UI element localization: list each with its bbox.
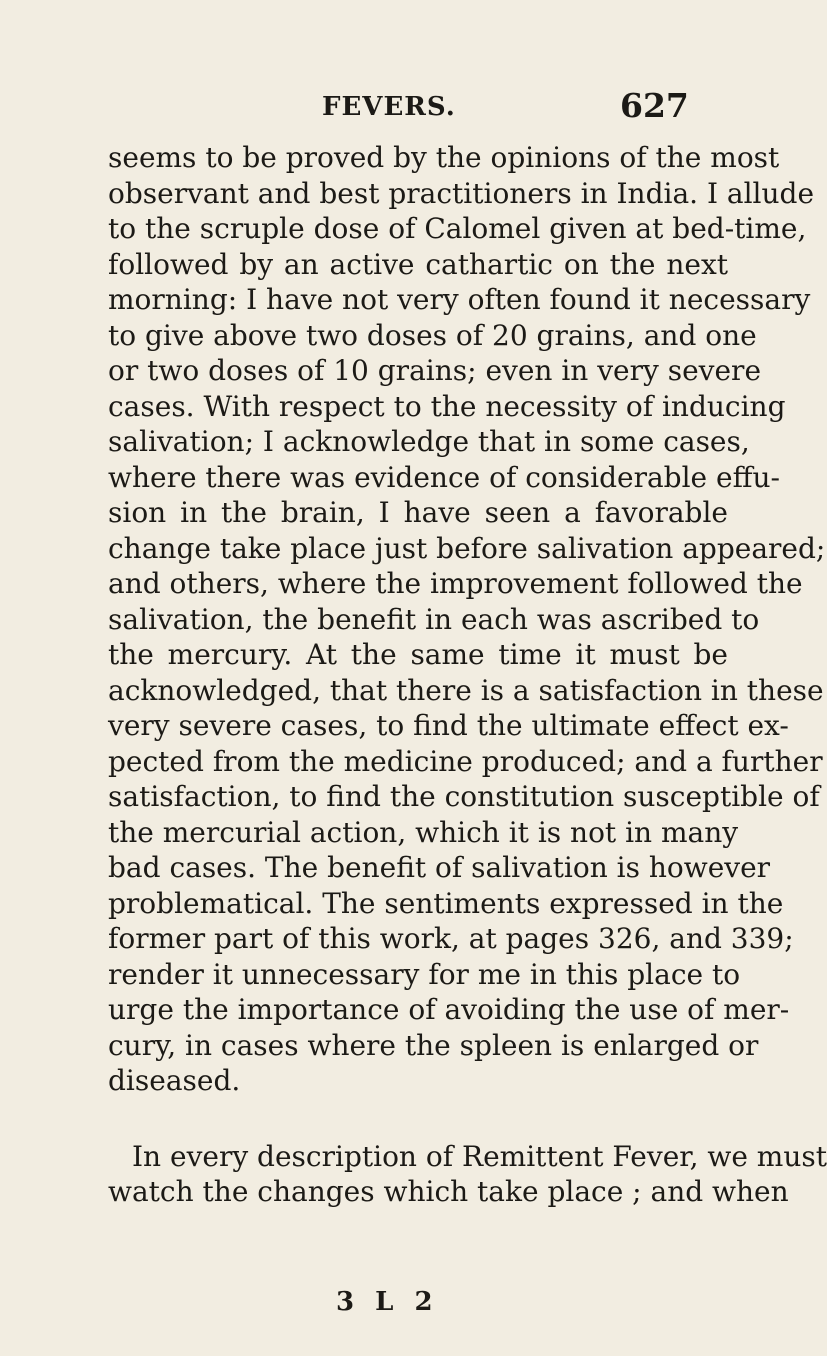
- text-line: bad cases. The benefit of salivation is however: [108, 851, 771, 884]
- text-line: acknowledged, that there is a satisfaction in these: [108, 673, 824, 707]
- page-number: 627: [620, 86, 689, 125]
- text-line: satisfaction, to find the constitution susceptible of: [108, 780, 820, 813]
- text-line: former part of this work, at pages 326, and 339;: [108, 922, 794, 955]
- text-line: the mercury. At the same time it must be: [108, 638, 728, 671]
- text-line: cury, in cases where the spleen is enlarged or: [108, 1028, 759, 1062]
- text-line: followed by an active cathartic on the next: [108, 247, 728, 281]
- text-line: and others, where the improvement followed the: [108, 567, 803, 600]
- text-line: problematical. The sentiments expressed in the: [108, 886, 784, 920]
- text-line: render it unnecessary for me in this place to: [108, 957, 741, 991]
- text-line: where there was evidence of considerable effu-: [108, 460, 780, 494]
- text-line: sion in the brain, I have seen a favorable: [108, 496, 728, 529]
- body-text: [108, 140, 827, 1210]
- paragraph-gap: [108, 1099, 728, 1139]
- text-line: or two doses of 10 grains; even in very severe: [108, 354, 762, 387]
- text-line: the mercurial action, which it is not in many: [108, 815, 739, 849]
- text-line: very severe cases, to find the ultimate effect ex-: [108, 709, 789, 742]
- text-line: cases. With respect to the necessity of inducing: [108, 389, 786, 423]
- text-line: observant and best practitioners in India. I allude: [108, 176, 815, 210]
- page-header: [0, 86, 800, 126]
- running-head: FEVERS.: [322, 92, 456, 122]
- paragraph-1: [108, 140, 826, 1099]
- text-line: to the scruple dose of Calomel given at bed-time,: [108, 212, 807, 245]
- text-line: salivation, the benefit in each was ascribed to: [108, 602, 760, 636]
- text-line: urge the importance of avoiding the use of mer-: [108, 993, 790, 1026]
- signature-mark: 3 L 2: [336, 1287, 439, 1317]
- text-line: watch the changes which take place ; and when: [108, 1175, 789, 1208]
- text-line: pected from the medicine produced; and a further: [108, 744, 823, 778]
- text-line: morning: I have not very often found it necessary: [108, 283, 811, 316]
- text-line: In every description of Remittent Fever, we must: [132, 1139, 827, 1173]
- text-line: salivation; I acknowledge that in some cases,: [108, 425, 750, 458]
- text-line: change take place just before salivation appeared;: [108, 531, 826, 565]
- paragraph-2: [108, 1139, 827, 1210]
- text-line: seems to be proved by the opinions of the most: [108, 141, 780, 174]
- text-line: diseased.: [108, 1064, 241, 1097]
- text-line: to give above two doses of 20 grains, and one: [108, 318, 757, 352]
